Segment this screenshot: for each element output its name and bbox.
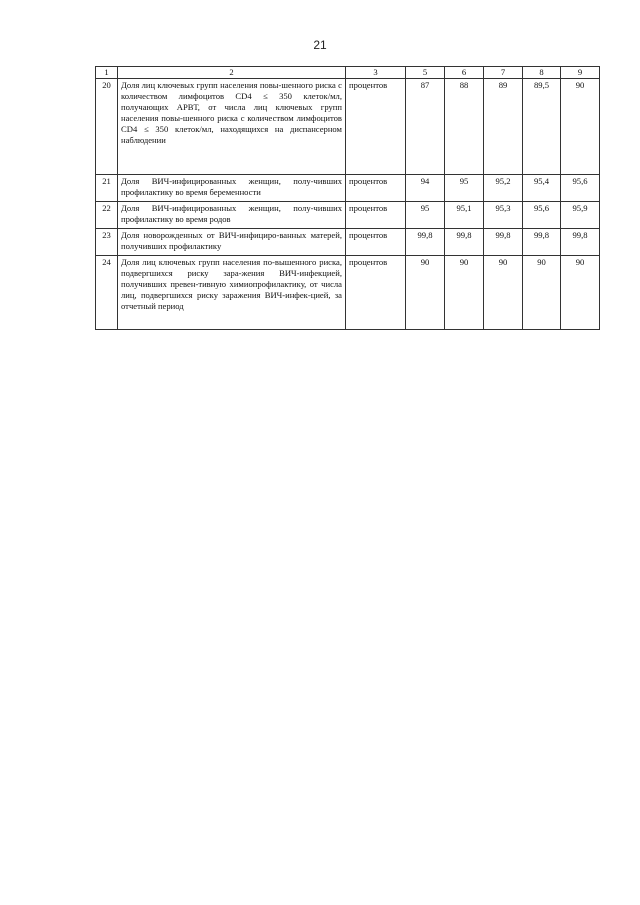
header-cell: 1 xyxy=(96,67,118,79)
table-row xyxy=(96,79,600,175)
indicators-table xyxy=(95,66,600,330)
header-cell: 5 xyxy=(406,67,445,79)
row-number: 22 xyxy=(96,202,118,229)
indicator-name: Доля ВИЧ-инфицированных женщин, полу-чивших профилактику во время родов xyxy=(118,202,346,229)
value-cell: 95,6 xyxy=(561,175,600,202)
header-cell: 9 xyxy=(561,67,600,79)
row-number: 23 xyxy=(96,229,118,256)
value-cell: 90 xyxy=(523,256,561,330)
value-cell: 95 xyxy=(445,175,484,202)
value-cell: 95,2 xyxy=(484,175,523,202)
unit-cell: процентов xyxy=(346,79,406,175)
value-cell: 90 xyxy=(561,256,600,330)
indicator-name: Доля лиц ключевых групп населения повы-шенного риска с количеством лимфоцитов CD4 ≤ 350 клеток/мл, получающих АРВТ, от числа лиц ключевых групп населения повы-шенного риска с количеством лимфоцитов CD4 ≤ 350 клеток/мл, находящихся на диспансерном наблюдении xyxy=(118,79,346,175)
value-cell: 95,6 xyxy=(523,202,561,229)
table-row xyxy=(96,256,600,330)
header-cell: 3 xyxy=(346,67,406,79)
value-cell: 95,4 xyxy=(523,175,561,202)
value-cell: 95,1 xyxy=(445,202,484,229)
value-cell: 87 xyxy=(406,79,445,175)
value-cell: 95,3 xyxy=(484,202,523,229)
value-cell: 90 xyxy=(406,256,445,330)
table-row xyxy=(96,229,600,256)
row-number: 21 xyxy=(96,175,118,202)
value-cell: 90 xyxy=(445,256,484,330)
value-cell: 89 xyxy=(484,79,523,175)
unit-cell: процентов xyxy=(346,229,406,256)
unit-cell: процентов xyxy=(346,175,406,202)
unit-cell: процентов xyxy=(346,202,406,229)
row-number: 20 xyxy=(96,79,118,175)
value-cell: 99,8 xyxy=(523,229,561,256)
value-cell: 90 xyxy=(484,256,523,330)
indicator-name: Доля ВИЧ-инфицированных женщин, полу-чивших профилактику во время беременности xyxy=(118,175,346,202)
table-header-row xyxy=(96,67,600,79)
table-row xyxy=(96,175,600,202)
value-cell: 99,8 xyxy=(484,229,523,256)
value-cell: 94 xyxy=(406,175,445,202)
header-cell: 7 xyxy=(484,67,523,79)
header-cell: 2 xyxy=(118,67,346,79)
value-cell: 99,8 xyxy=(445,229,484,256)
value-cell: 95,9 xyxy=(561,202,600,229)
page-number: 21 xyxy=(313,38,327,52)
header-cell: 8 xyxy=(523,67,561,79)
row-number: 24 xyxy=(96,256,118,330)
value-cell: 89,5 xyxy=(523,79,561,175)
indicator-name: Доля новорожденных от ВИЧ-инфициро-ванных матерей, получивших профилактику xyxy=(118,229,346,256)
value-cell: 88 xyxy=(445,79,484,175)
value-cell: 95 xyxy=(406,202,445,229)
table-row xyxy=(96,202,600,229)
unit-cell: процентов xyxy=(346,256,406,330)
value-cell: 99,8 xyxy=(561,229,600,256)
value-cell: 90 xyxy=(561,79,600,175)
header-cell: 6 xyxy=(445,67,484,79)
indicator-name: Доля лиц ключевых групп населения по-вышенного риска, подвергшихся риску зара-жения ВИЧ-инфекцией, получивших превен-тивную химиопрофилактику, от числа лиц, подвергшихся риску заражения ВИЧ-инфек-цией, за отчетный период xyxy=(118,256,346,330)
value-cell: 99,8 xyxy=(406,229,445,256)
